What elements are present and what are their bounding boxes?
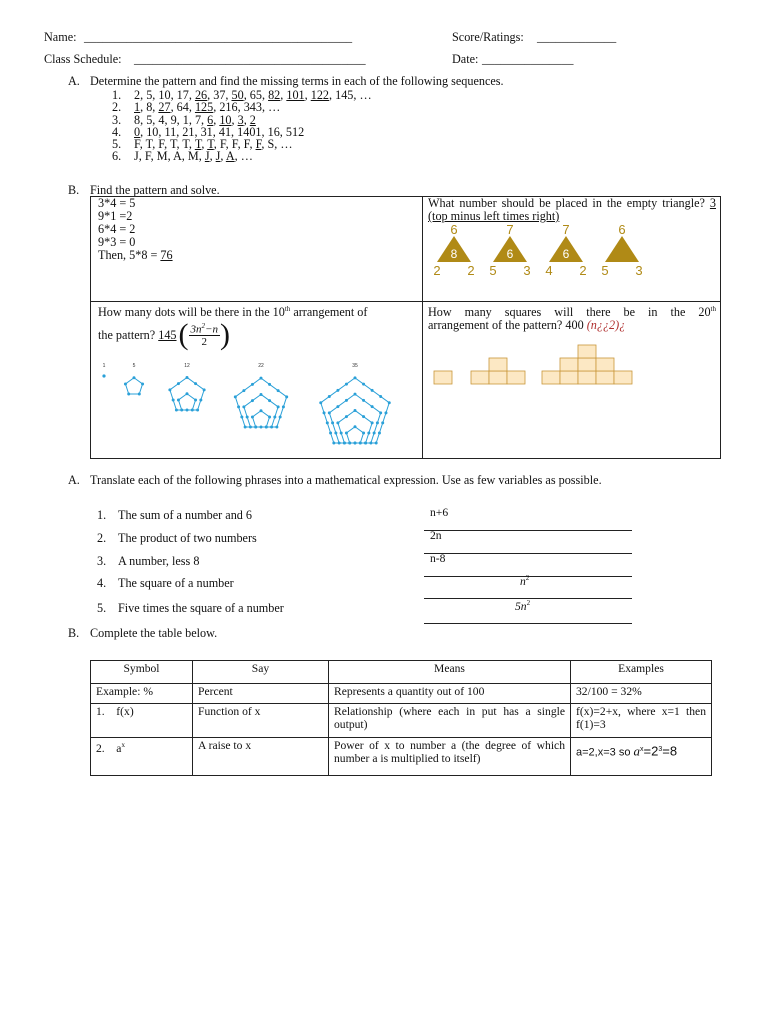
table-row [91, 704, 712, 738]
pattern-dot [373, 431, 376, 434]
pattern-dot [199, 398, 202, 401]
pattern-square [542, 371, 560, 384]
pattern-dot [168, 388, 171, 391]
pattern-dot [388, 401, 391, 404]
section-a2-letter: A. [68, 473, 80, 487]
pattern-square [434, 371, 452, 384]
section-a1-letter: A. [68, 74, 80, 88]
pattern-dot [323, 411, 326, 414]
pattern-dot [186, 409, 189, 412]
pattern-dot [367, 431, 370, 434]
pattern-dot [234, 395, 237, 398]
pattern-dot [371, 421, 374, 424]
pattern-dot [354, 425, 357, 428]
name-label: Name: [44, 30, 77, 44]
pattern-dot [345, 383, 348, 386]
pattern-dot [354, 393, 357, 396]
pattern-dot [177, 382, 180, 385]
pattern-dot [127, 393, 130, 396]
pattern-square [489, 358, 507, 371]
col-symbol: Symbol [91, 661, 193, 684]
pattern-dot [329, 431, 332, 434]
date-field[interactable]: _______________ [482, 52, 574, 66]
answer-line [424, 530, 632, 531]
sequence-item: 4. 0, 10, 11, 21, 31, 41, 1401, 16, 512 [112, 124, 305, 139]
pattern-dot [345, 415, 348, 418]
pattern-dot [319, 401, 322, 404]
translation-phrase: The sum of a number and 6 [118, 508, 253, 522]
pattern-dot [242, 405, 245, 408]
name-field[interactable]: ____________________________________________ [84, 30, 353, 44]
pattern-dot [260, 409, 263, 412]
pentagon-dots-figure [96, 360, 416, 456]
pentagon-outline [125, 378, 142, 394]
pattern-square [507, 371, 525, 384]
pattern-dot [268, 383, 271, 386]
op-line: 9*3 = 0 [98, 235, 136, 249]
pattern-square [596, 371, 614, 384]
translation-answer[interactable]: $5n^2$ [515, 599, 531, 613]
cell-symbol: 1. f(x) [91, 704, 193, 738]
cell-examples[interactable]: a=2,x=3 so $a^x=2^3=8$ [571, 738, 712, 776]
pattern-dot [334, 431, 337, 434]
pattern-dot [362, 399, 365, 402]
pattern-dot [354, 442, 357, 445]
cell-symbol: 2. $a^x$ [91, 738, 193, 776]
pattern-dot [175, 409, 178, 412]
section-a1-instruction: Determine the pattern and find the missing terms in each of the following sequences. [90, 74, 504, 88]
pattern-dot [362, 415, 365, 418]
date-label: Date: [452, 52, 479, 66]
translation-phrase: The square of a number [118, 576, 234, 590]
pattern-dot [251, 383, 254, 386]
col-means: Means [329, 661, 571, 684]
section-b1-instruction: Find the pattern and solve. [90, 183, 220, 197]
table-row [91, 738, 712, 776]
pattern-dot [328, 411, 331, 414]
sequence-item: 2. 1, 8, 27, 64, 125, 216, 343, … [112, 100, 281, 115]
pattern-dot [268, 415, 271, 418]
pattern-dot [273, 415, 276, 418]
pattern-dot [362, 431, 365, 434]
translation-phrase: The product of two numbers [118, 531, 257, 545]
pattern-dot [381, 421, 384, 424]
pattern-dot [186, 376, 189, 379]
pattern-dot [260, 393, 263, 396]
translation-phrase: A number, less 8 [118, 554, 200, 568]
table-row [91, 684, 712, 704]
pattern-square [560, 371, 578, 384]
triangle-right: 2 [467, 263, 475, 278]
pattern-dot [371, 389, 374, 392]
section-b2-letter: B. [68, 626, 80, 640]
sequence-list [112, 89, 372, 163]
pattern-dot [244, 426, 247, 429]
triangle-shape [605, 236, 639, 262]
pattern-dot [172, 398, 175, 401]
pattern-dot [379, 411, 382, 414]
translation-answer[interactable]: $n^2$ [520, 574, 530, 588]
pattern-dot [345, 431, 348, 434]
cell-means[interactable]: Represents a quantity out of 100 [329, 684, 571, 704]
pattern-dot [246, 415, 249, 418]
pattern-dot [326, 421, 329, 424]
pentagon-outline [346, 427, 363, 443]
triangle-top: 7 [562, 222, 570, 237]
pattern-dot [343, 442, 346, 445]
translation-number: 3. [97, 554, 107, 568]
pattern-square [596, 358, 614, 371]
squares-question: How many squares will there be in the 20th arrangement of the pattern? 400 (n¿¿2)¿ [428, 305, 716, 333]
pentagon-outline [235, 378, 286, 427]
triangle-center: 6 [562, 247, 570, 261]
pattern-dot [138, 393, 141, 396]
translation-number: 2. [97, 531, 107, 545]
pattern-dot [196, 409, 199, 412]
op-then: Then, 5*8 = 76 [98, 248, 173, 262]
op-line: 3*4 = 5 [98, 196, 136, 210]
symbol-table [90, 660, 712, 776]
score-label: Score/Ratings: [452, 30, 524, 44]
pattern-square [560, 358, 578, 371]
pattern-dot [364, 442, 367, 445]
cell-say[interactable]: Percent [193, 684, 329, 704]
dot-count-label: 5 [132, 363, 136, 369]
sequence-item: 3. 8, 5, 4, 9, 1, 7, 6, 10, 3, 2 [112, 112, 256, 127]
answer-line [424, 623, 632, 624]
pattern-square [489, 371, 507, 384]
col-say: Say [193, 661, 329, 684]
dots-formula: $\frac{3n^2-n}{2}$ [190, 321, 218, 349]
cell-means[interactable]: Relationship (where each in put has a single output) [329, 704, 571, 738]
triangle-right: 3 [635, 263, 643, 278]
pattern-dot [102, 374, 105, 377]
col-examples: Examples [571, 661, 712, 684]
dot-count-label: 1 [102, 363, 106, 369]
pattern-dot [124, 382, 127, 385]
pattern-dot [282, 405, 285, 408]
pattern-dot [376, 421, 379, 424]
pattern-dot [194, 398, 197, 401]
translation-number: 4. [97, 576, 107, 590]
dot-count-label: 22 [258, 363, 264, 369]
triangle-left: 2 [433, 263, 441, 278]
pattern-square [578, 345, 596, 358]
triangle-right: 3 [523, 263, 531, 278]
pattern-dot [340, 431, 343, 434]
pattern-dot [384, 411, 387, 414]
cell-say[interactable]: A raise to x [193, 738, 329, 776]
pattern-dot [345, 399, 348, 402]
translation-phrase: Five times the square of a number [118, 601, 284, 615]
pattern-dot [133, 376, 136, 379]
section-b1-letter: B. [68, 183, 80, 197]
pattern-dot [277, 389, 280, 392]
triangle-left: 5 [601, 263, 609, 278]
triangle-question: What number should be placed in the empty triangle? 3 (top minus left times right) [428, 196, 716, 223]
triangle-center: 6 [506, 247, 514, 261]
pattern-dot [242, 389, 245, 392]
pattern-dot [379, 395, 382, 398]
pattern-dot [260, 377, 263, 380]
cell-symbol: Example: % [91, 684, 193, 704]
pattern-dot [186, 392, 189, 395]
translation-answer[interactable]: n-8 [430, 552, 446, 565]
dots-question: How many dots will be there in the 10th arrangement of [98, 305, 368, 320]
section-b2-instruction: Complete the table below. [90, 626, 218, 640]
class-schedule-field[interactable]: ______________________________________ [134, 52, 366, 66]
pattern-dot [331, 421, 334, 424]
pattern-dot [275, 426, 278, 429]
sequence-item: 6. J, F, M, A, M, J, J, A, … [112, 149, 253, 164]
squares-figure [430, 340, 640, 388]
triangle-center: 8 [450, 247, 458, 261]
section-a2-instruction: Translate each of the following phrases into a mathematical expression. Use as few variables as possible. [90, 473, 602, 487]
op-line: 6*4 = 2 [98, 222, 136, 236]
triangle-left: 4 [545, 263, 553, 278]
cell-say[interactable]: Function of x [193, 704, 329, 738]
translation-answer[interactable]: n+6 [430, 506, 449, 519]
pattern-square [471, 371, 489, 384]
translation-number: 1. [97, 508, 107, 522]
pattern-dot [251, 415, 254, 418]
pattern-square [578, 358, 596, 371]
pattern-dot [237, 405, 240, 408]
pattern-dot [268, 399, 271, 402]
pentagon-outline [329, 394, 380, 443]
pattern-dot [194, 382, 197, 385]
pattern-dot [362, 383, 365, 386]
pattern-dot [371, 405, 374, 408]
answer-line [424, 553, 632, 554]
sequence-item: 5. F, T, F, T, T, T, T, F, F, F, F, S, … [112, 137, 293, 152]
pentagon-outline [252, 411, 269, 427]
pattern-dot [279, 415, 282, 418]
cell-examples[interactable]: f(x)=2+x, where x=1 then f(1)=3 [571, 704, 712, 738]
pattern-dot [285, 395, 288, 398]
pattern-dot [177, 398, 180, 401]
triangle-puzzle [422, 220, 722, 282]
class-schedule-label: Class Schedule: [44, 52, 122, 66]
pattern-dot [203, 388, 206, 391]
pattern-dot [336, 389, 339, 392]
table-header-row [91, 661, 712, 684]
triangle-right: 2 [579, 263, 587, 278]
pattern-dot [354, 409, 357, 412]
pattern-dot [277, 405, 280, 408]
score-field[interactable]: _____________ [537, 30, 617, 44]
translation-answer[interactable]: 2n [430, 529, 442, 542]
pattern-square [614, 371, 632, 384]
dots-answer: the pattern? 145 ( $\frac{3n^2-n}{2}$ ) [98, 318, 230, 351]
op-line: 9*1 =2 [98, 209, 133, 223]
cell-means[interactable]: Power of x to number a (the degree of which number a is multiplied to itself) [329, 738, 571, 776]
pentagon-outline [178, 394, 195, 410]
operation-lines [98, 197, 173, 262]
pattern-dot [332, 442, 335, 445]
dot-count-label: 35 [352, 363, 358, 369]
pattern-dot [240, 415, 243, 418]
sequence-item: 1. 2, 5, 10, 17, 26, 37, 50, 65, 82, 101, 122, 145, … [112, 88, 372, 102]
triangle-top: 7 [506, 222, 514, 237]
pattern-dot [354, 376, 357, 379]
triangle-top: 6 [618, 222, 626, 237]
pattern-dot [336, 421, 339, 424]
triangle-left: 5 [489, 263, 497, 278]
translation-number: 5. [97, 601, 107, 615]
pattern-dot [336, 405, 339, 408]
pattern-square [578, 371, 596, 384]
triangle-top: 6 [450, 222, 458, 237]
pattern-dot [375, 442, 378, 445]
pattern-dot [328, 395, 331, 398]
pattern-dot [265, 426, 268, 429]
cell-examples[interactable]: 32/100 = 32% [571, 684, 712, 704]
pattern-dot [251, 399, 254, 402]
dot-count-label: 12 [184, 363, 190, 369]
pattern-dot [254, 426, 257, 429]
pattern-dot [141, 382, 144, 385]
pattern-dot [378, 431, 381, 434]
